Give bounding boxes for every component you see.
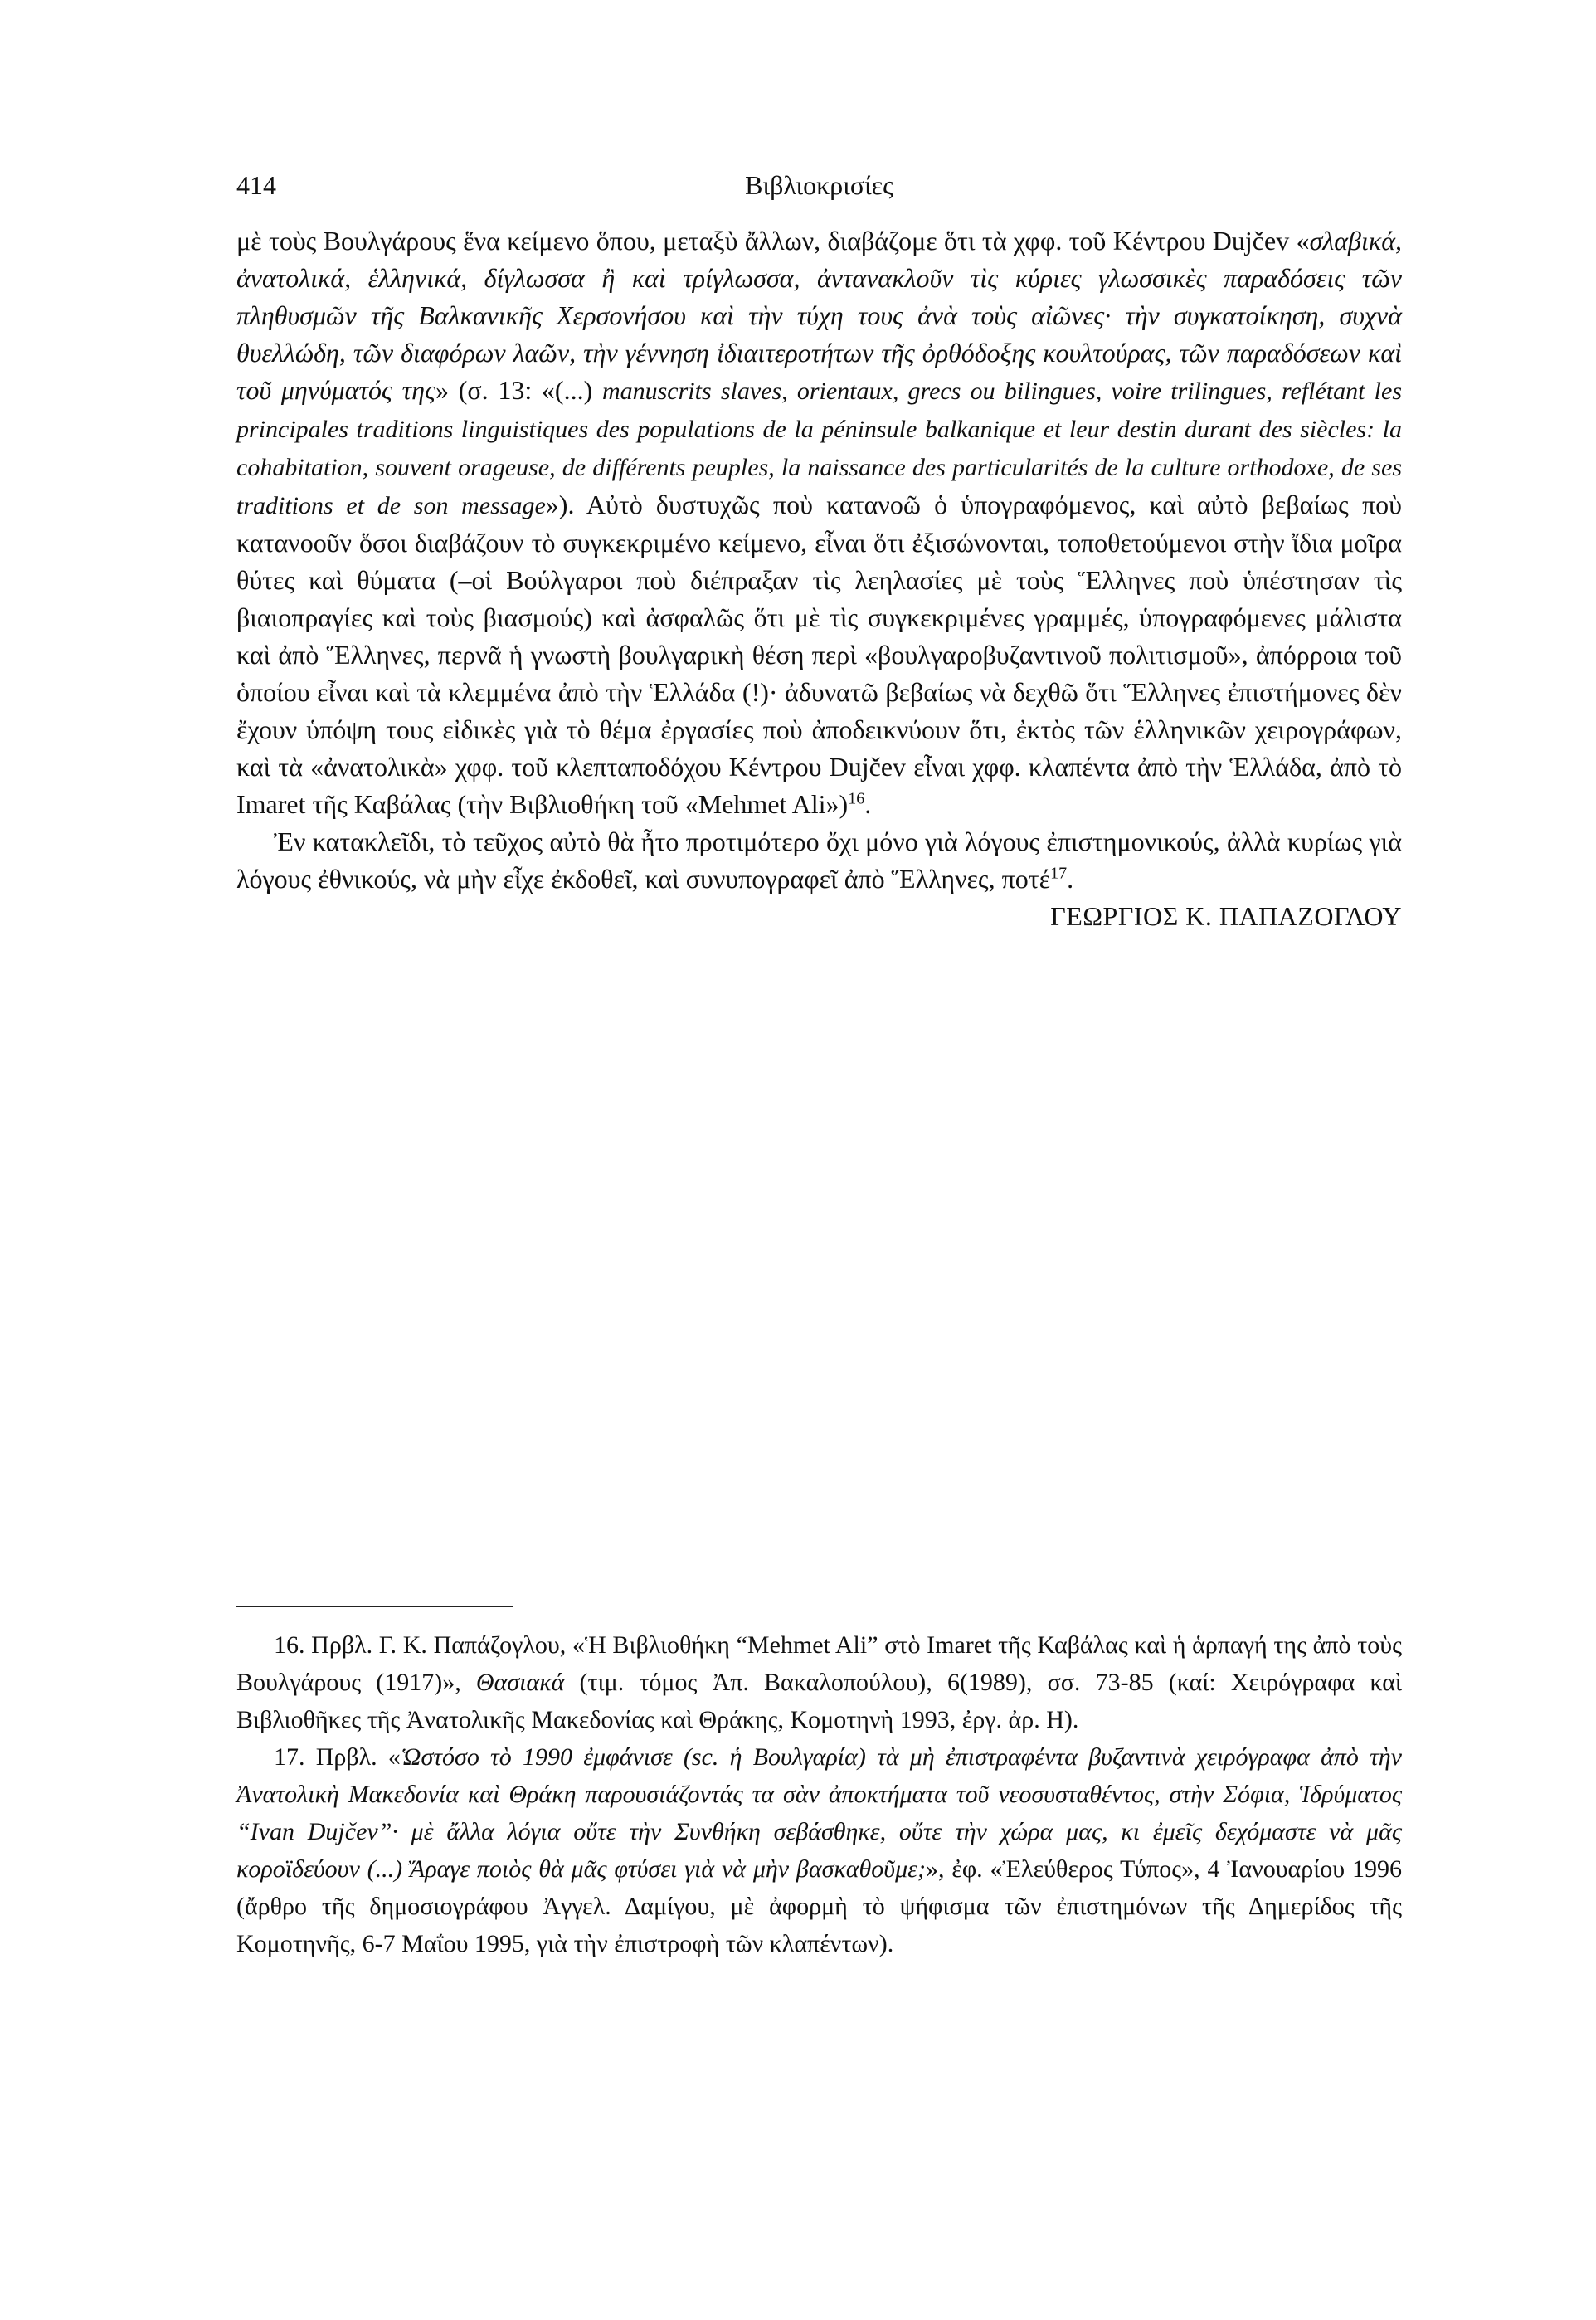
running-head xyxy=(236,170,1402,212)
author-signature: ΓΕΩΡΓΙΟΣ Κ. ΠΑΠΑΖΟΓΛΟΥ xyxy=(1050,901,1402,931)
paragraph-1-opening: μὲ τοὺς Βουλγάρους ἕνα κείμενο ὅπου, μεταξὺ ἄλλων, διαβάζομε ὅτι τὰ χφφ. τοῦ Κέντρου Dujčev « xyxy=(236,226,1310,256)
body-paragraph-1 xyxy=(236,222,1402,823)
page-number: 414 xyxy=(236,170,276,200)
quote-french-italic: manuscrits slaves, orientaux, grecs ou bilingues, voire trilingues, reflétant les principales traditions linguistiques des populations de la péninsule balkanique et leur destin durant des siècles: la cohabitation, souvent orageuse, de différents peuples, la naissance des particularités de la culture orthodoxe, de ses traditions et de son message xyxy=(236,378,1403,519)
footnote-ref-17: 17 xyxy=(1050,864,1068,883)
footnote-16-text: 16. Πρβλ. Γ. Κ. Παπάζογλου, «Ἡ Βιβλιοθήκη “Mehmet Ali” στὸ Imaret τῆς Καβάλας καὶ ἡ ἁρπαγή της ἀπὸ τοὺς Βουλγάρους (1917)», xyxy=(236,1631,1402,1696)
footnotes xyxy=(236,1626,1402,1962)
footnote-17-quote: Ὡστόσο τὸ 1990 ἐμφάνισε (sc. ἡ Βουλγαρία) τὰ μὴ ἐπιστραφέντα βυζαντινὰ χειρόγραφα ἀπὸ τὴν Ἀνατολικὴ Μακεδονία καὶ Θράκη παρουσιάζοντάς τα σὰν ἀποκτήματα τοῦ νεοσυσταθέντος, στὴν Σόφια, Ἱδρύματος “Ivan Dujčev”· μὲ ἄλλα λόγια οὔτε τὴν Συνθήκη σεβάσθηκε, οὔτε τὴν χώρα μας, κι ἐμεῖς δεχόμαστε νὰ μᾶς κοροϊδεύουν (...) Ἄραγε ποιὸς θὰ μᾶς φτύσει γιὰ νὰ μὴν βασκαθοῦμε; xyxy=(236,1743,1403,1883)
footnote-16-continuation: (τιμ. τόμος Ἀπ. Βακαλοπούλου), 6(1989), σσ. 73-85 (καί: Χειρόγραφα καὶ Βιβλιοθῆκες τῆς Ἀνατολικῆς Μακεδονίας καὶ Θράκης, Κομοτηνὴ 1993, ἐργ. ἀρ. Η). xyxy=(236,1669,1402,1733)
journal-title: Θασιακά xyxy=(475,1669,565,1696)
footnote-16 xyxy=(236,1626,1402,1738)
body-text xyxy=(236,222,1402,935)
paragraph-2-end: . xyxy=(1067,864,1074,894)
quote-greek-italic: σλαβικά, ἀνατολικά, ἑλληνικά, δίγλωσσα ἢ καὶ τρίγλωσσα, ἀντανακλοῦν τὶς κύριες γλωσσικὲς παραδόσεις τῶν πληθυσμῶν τῆς Βαλκανικῆς Χερσονήσου καὶ τὴν τύχη τους ἀνὰ τοὺς αἰῶνες· τὴν συγκατοίκηση, συχνὰ θυελλώδη, τῶν διαφόρων λαῶν, τὴν γέννηση ἰδιαιτεροτήτων τῆς ὀρθόδοξης κουλτούρας, τῶν παραδόσεων καὶ τοῦ μηνύματός της xyxy=(236,226,1402,405)
footnote-separator xyxy=(236,1606,513,1607)
body-paragraph-2 xyxy=(236,823,1402,898)
paragraph-1-continuation: »). Αὐτὸ δυστυχῶς ποὺ κατανοῶ ὁ ὑπογραφόμενος, καὶ αὐτὸ βεβαίως ποὺ κατανοοῦν ὅσοι διαβάζουν τὸ συγκεκριμένο κείμενο, εἶναι ὅτι ἐξισώνονται, τοποθετούμενοι στὴν ἴδια μοῖρα θύτες καὶ θύματα (–οἱ Βούλγαροι ποὺ διέπραξαν τὶς λεηλασίες μὲ τοὺς Ἕλληνες ποὺ ὑπέστησαν τὶς βιαιοπραγίες καὶ τοὺς βιασμούς) καὶ ἀσφαλῶς ὅτι μὲ τὶς συγκεκριμένες γραμμές, ὑπογραφόμενες μάλιστα καὶ ἀπὸ Ἕλληνες, περνᾶ ἡ γνωστὴ βουλγαρικὴ θέση περὶ «βουλγαροβυζαντινοῦ πολιτισμοῦ», ἀπόρροια τοῦ ὁποίου εἶναι καὶ τὰ κλεμμένα ἀπὸ τὴν Ἑλλάδα (!)· ἀδυνατῶ βεβαίως νὰ δεχθῶ ὅτι Ἕλληνες ἐπιστήμονες δὲν ἔχουν ὑπόψη τους εἰδικὲς γιὰ τὸ θέμα ἐργασίες ποὺ ἀποδεικνύουν ὅτι, ἐκτὸς τῶν ἑλληνικῶν χειρογράφων, καὶ τὰ «ἀνατολικὰ» χφφ. τοῦ κλεπταποδόχου Κέντρου Dujčev εἶναι χφφ. κλαπέντα ἀπὸ τὴν Ἑλλάδα, ἀπὸ τὸ Imaret τῆς Καβάλας (τὴν Βιβλιοθήκη τοῦ «Mehmet Ali») xyxy=(236,490,1402,819)
footnote-17-text: 17. Πρβλ. « xyxy=(274,1743,401,1771)
footnote-ref-16: 16 xyxy=(848,789,865,808)
paragraph-2-text: Ἐν κατακλεῖδι, τὸ τεῦχος αὐτὸ θὰ ἦτο προτιμότερο ὄχι μόνο γιὰ λόγους ἐπιστημονικούς, ἀλλὰ κυρίως γιὰ λόγους ἐθνικούς, νὰ μὴν εἶχε ἐκδοθεῖ, καὶ συνυπογραφεῖ ἀπὸ Ἕλληνες, ποτέ xyxy=(236,826,1402,894)
paragraph-1-end: . xyxy=(864,789,872,819)
document-page xyxy=(236,0,1402,2320)
section-title: Βιβλιοκρισίες xyxy=(745,170,893,200)
page-reference: » (σ. 13: «(...) xyxy=(435,375,602,405)
footnote-17-continuation: », ἐφ. «Ἐλεύθερος Τύπος», 4 Ἰανουαρίου 1996 (ἄρθρο τῆς δημοσιογράφου Ἀγγελ. Δαμίγου, μὲ ἀφορμὴ τὸ ψήφισμα τῶν ἐπιστημόνων τῆς Δημερίδος τῆς Κομοτηνῆς, 6-7 Μαΐου 1995, γιὰ τὴν ἐπιστροφὴ τῶν κλαπέντων). xyxy=(236,1855,1402,1957)
footnote-17 xyxy=(236,1738,1402,1962)
